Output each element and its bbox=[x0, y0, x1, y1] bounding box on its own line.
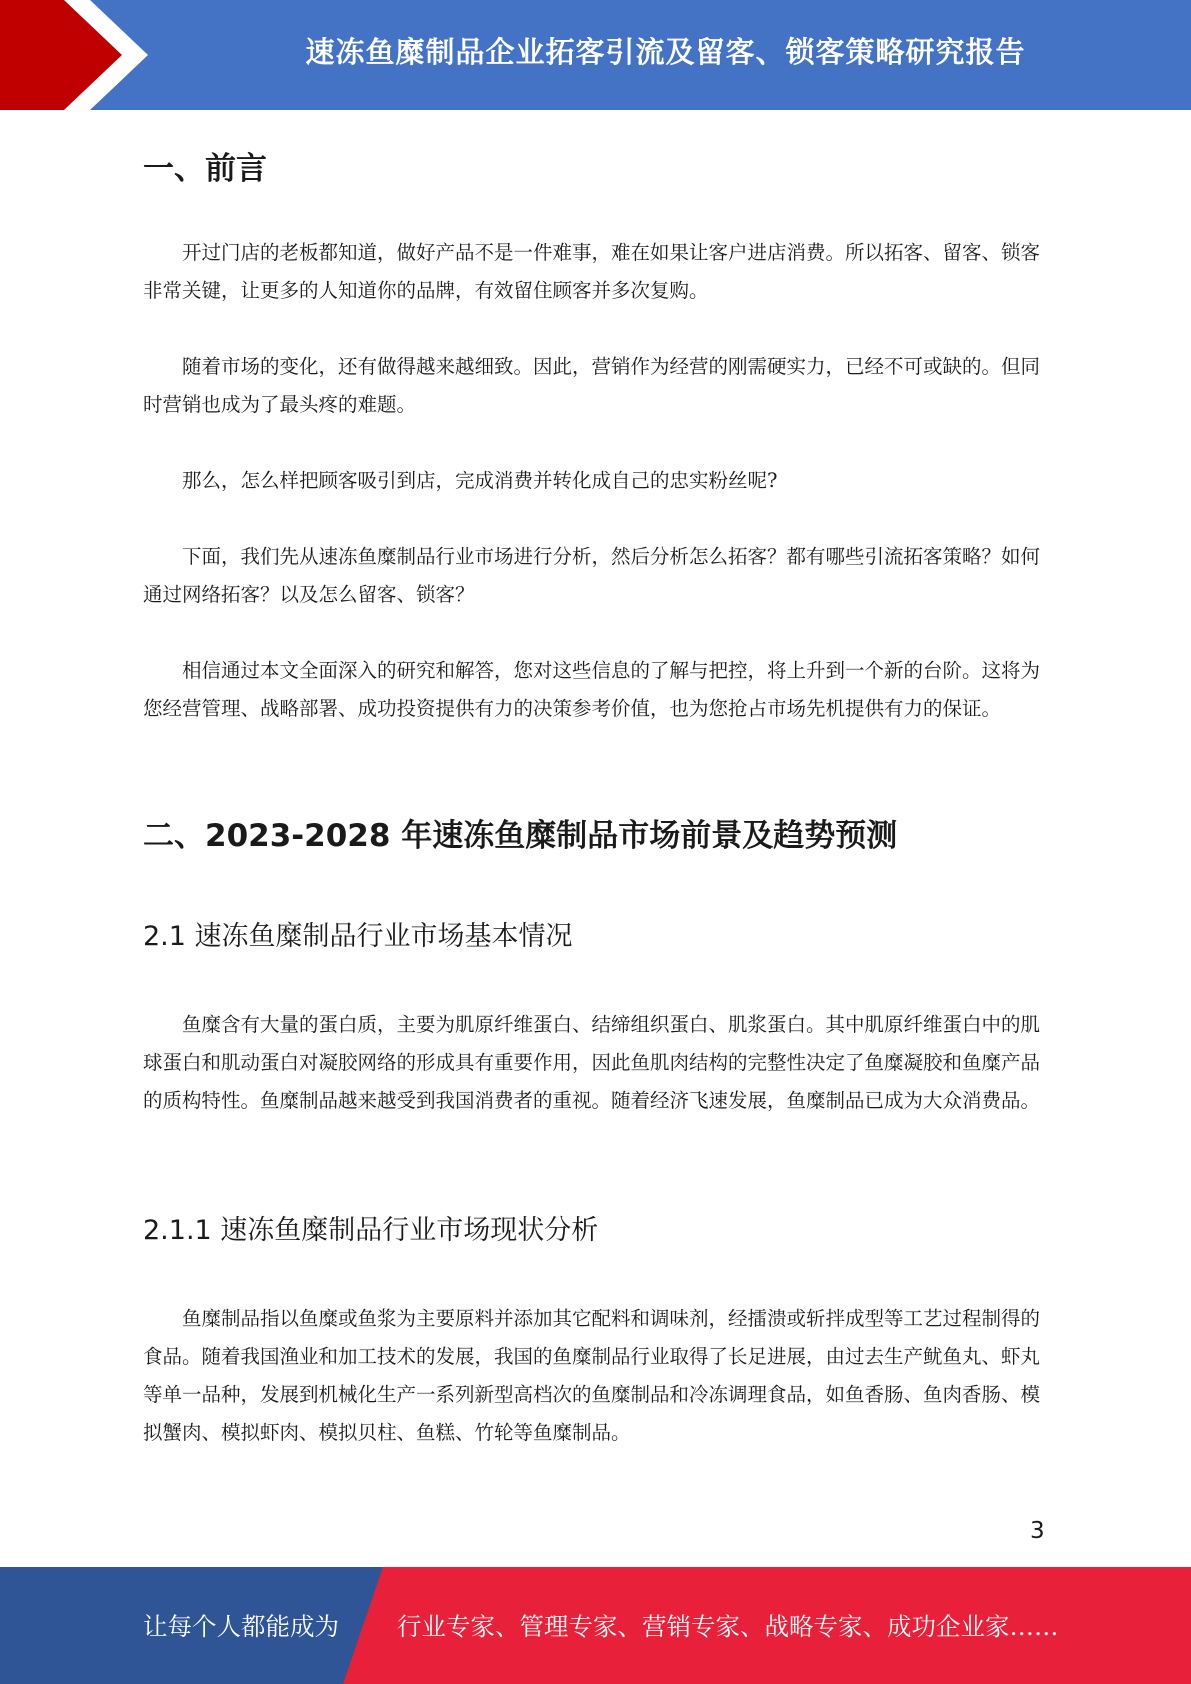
preface-paragraph-3: 那么，怎么样把顾客吸引到店，完成消费并转化成自己的忠实粉丝呢? bbox=[182, 469, 778, 492]
forecast-heading: 二、2023-2028 年速冻鱼糜制品市场前景及趋势预测 bbox=[143, 818, 898, 854]
header-chevron-logo bbox=[0, 0, 160, 110]
section-2-1-1-heading: 2.1.1 速冻鱼糜制品行业市场现状分析 bbox=[143, 1215, 599, 1246]
preface-paragraph-4: 下面，我们先从速冻鱼糜制品行业市场进行分析，然后分析怎么拓客？都有哪些引流拓客策略？如何通过网络拓客？以及怎么留客、锁客？ bbox=[143, 545, 1041, 606]
page-header bbox=[0, 0, 1191, 110]
page-footer bbox=[0, 1567, 1191, 1684]
preface-paragraph-1: 开过门店的老板都知道，做好产品不是一件难事，难在如果让客户进店消费。所以拓客、留客、锁客非常关键，让更多的人知道你的品牌，有效留住顾客并多次复购。 bbox=[143, 241, 1041, 302]
preface-paragraph-5: 相信通过本文全面深入的研究和解答，您对这些信息的了解与把控，将上升到一个新的台阶。这将为您经营管理、战略部署、成功投资提供有力的决策参考价值，也为您抢占市场先机提供有力的保证。 bbox=[143, 659, 1041, 720]
section-2-1-heading: 2.1 速冻鱼糜制品行业市场基本情况 bbox=[143, 921, 573, 952]
section-2-1-1-paragraph: 鱼糜制品指以鱼糜或鱼浆为主要原料并添加其它配料和调味剂，经擂溃或斩拌成型等工艺过程制得的食品。随着我国渔业和加工技术的发展，我国的鱼糜制品行业取得了长足进展，由过去生产鱿鱼丸、虾丸等单一品种，发展到机械化生产一系列新型高档次的鱼糜制品和冷冻调理食品，如鱼香肠、鱼肉香肠、模拟蟹肉、模拟虾肉、模拟贝柱、鱼糕、竹轮等鱼糜制品。 bbox=[143, 1307, 1041, 1444]
footer-slogan-right: 行业专家、管理专家、营销专家、战略专家、成功企业家…… bbox=[397, 1612, 1059, 1641]
section-2-1-paragraph: 鱼糜含有大量的蛋白质，主要为肌原纤维蛋白、结缔组织蛋白、肌浆蛋白。其中肌原纤维蛋白中的肌球蛋白和肌动蛋白对凝胶网络的形成具有重要作用，因此鱼肌肉结构的完整性决定了鱼糜凝胶和鱼糜产品的质构特性。鱼糜制品越来越受到我国消费者的重视。随着经济飞速发展，鱼糜制品已成为大众消费品。 bbox=[143, 1013, 1041, 1112]
report-title: 速冻鱼糜制品企业拓客引流及留客、锁客策略研究报告 bbox=[305, 34, 1026, 69]
page-number: 3 bbox=[1030, 1518, 1045, 1544]
preface-paragraph-2: 随着市场的变化，还有做得越来越细致。因此，营销作为经营的刚需硬实力，已经不可或缺的。但同时营销也成为了最头疼的难题。 bbox=[143, 355, 1041, 416]
preface-heading: 一、前言 bbox=[143, 151, 267, 187]
footer-slogan-left: 让每个人都能成为 bbox=[143, 1612, 339, 1641]
